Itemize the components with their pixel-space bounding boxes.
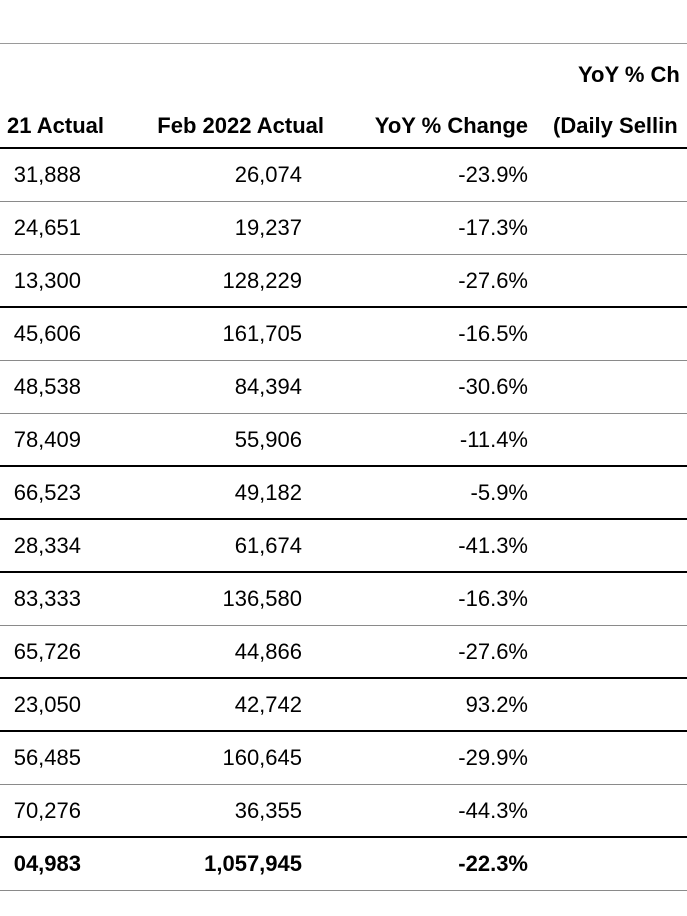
table-row <box>0 202 687 255</box>
table-total-row <box>0 838 687 891</box>
cell-yoy-change: -17.3% <box>458 215 528 240</box>
cell-2021-actual: 66,523 <box>13 480 81 505</box>
header-yoy-daily-line2: (Daily Sellin <box>553 113 678 138</box>
table-row <box>0 679 687 732</box>
cell-yoy-change: -23.9% <box>458 162 528 187</box>
table-row <box>0 785 687 838</box>
cell-yoy-change: -27.6% <box>458 268 528 293</box>
cell-feb-2022-actual: 55,906 <box>234 427 302 452</box>
cell-feb-2022-actual: 42,742 <box>234 692 302 717</box>
header-feb-2022-actual: Feb 2022 Actual <box>157 113 324 138</box>
table-body <box>0 149 687 891</box>
table-row <box>0 520 687 573</box>
cell-yoy-change: 93.2% <box>465 692 528 717</box>
cell-2021-actual: 83,333 <box>13 586 81 611</box>
cell-yoy-change: -16.3% <box>458 586 528 611</box>
cell-feb-2022-actual: 44,866 <box>234 639 302 664</box>
header-2021-actual: 21 Actual <box>6 113 104 138</box>
header-yoy-change: YoY % Change <box>374 113 528 138</box>
table-row <box>0 361 687 414</box>
cell-yoy-change: -30.6% <box>458 374 528 399</box>
total-feb-2022-actual: 1,057,945 <box>204 851 302 876</box>
table-row <box>0 255 687 308</box>
cell-feb-2022-actual: 61,674 <box>234 533 302 558</box>
cell-feb-2022-actual: 19,237 <box>234 215 302 240</box>
cell-feb-2022-actual: 36,355 <box>234 798 302 823</box>
cell-2021-actual: 56,485 <box>13 745 81 770</box>
cell-2021-actual: 48,538 <box>13 374 81 399</box>
cell-yoy-change: -41.3% <box>458 533 528 558</box>
total-yoy-change: -22.3% <box>458 851 528 876</box>
cell-2021-actual: 70,276 <box>13 798 81 823</box>
cell-feb-2022-actual: 26,074 <box>234 162 302 187</box>
cell-2021-actual: 31,888 <box>13 162 81 187</box>
cell-yoy-change: -27.6% <box>458 639 528 664</box>
cell-yoy-change: -29.9% <box>458 745 528 770</box>
cell-feb-2022-actual: 84,394 <box>234 374 302 399</box>
cell-2021-actual: 24,651 <box>13 215 81 240</box>
cell-feb-2022-actual: 161,705 <box>222 321 302 346</box>
table-row <box>0 573 687 626</box>
total-2021-actual: 04,983 <box>13 851 81 876</box>
table-row <box>0 308 687 361</box>
table-row <box>0 467 687 520</box>
header-yoy-daily-line1: YoY % Ch <box>578 62 680 87</box>
cell-feb-2022-actual: 49,182 <box>234 480 302 505</box>
cell-feb-2022-actual: 128,229 <box>222 268 302 293</box>
cell-2021-actual: 78,409 <box>13 427 81 452</box>
cell-2021-actual: 65,726 <box>13 639 81 664</box>
table-row <box>0 149 687 202</box>
cell-yoy-change: -16.5% <box>458 321 528 346</box>
cell-2021-actual: 45,606 <box>13 321 81 346</box>
cell-feb-2022-actual: 136,580 <box>222 586 302 611</box>
cell-feb-2022-actual: 160,645 <box>222 745 302 770</box>
table-row <box>0 414 687 467</box>
cell-2021-actual: 13,300 <box>13 268 81 293</box>
top-rule <box>0 43 687 44</box>
cell-2021-actual: 23,050 <box>13 692 81 717</box>
table-row <box>0 732 687 785</box>
cell-yoy-change: -44.3% <box>458 798 528 823</box>
cell-yoy-change: -5.9% <box>470 480 528 505</box>
cell-yoy-change: -11.4% <box>459 427 528 452</box>
cell-2021-actual: 28,334 <box>13 533 81 558</box>
table-row <box>0 626 687 679</box>
